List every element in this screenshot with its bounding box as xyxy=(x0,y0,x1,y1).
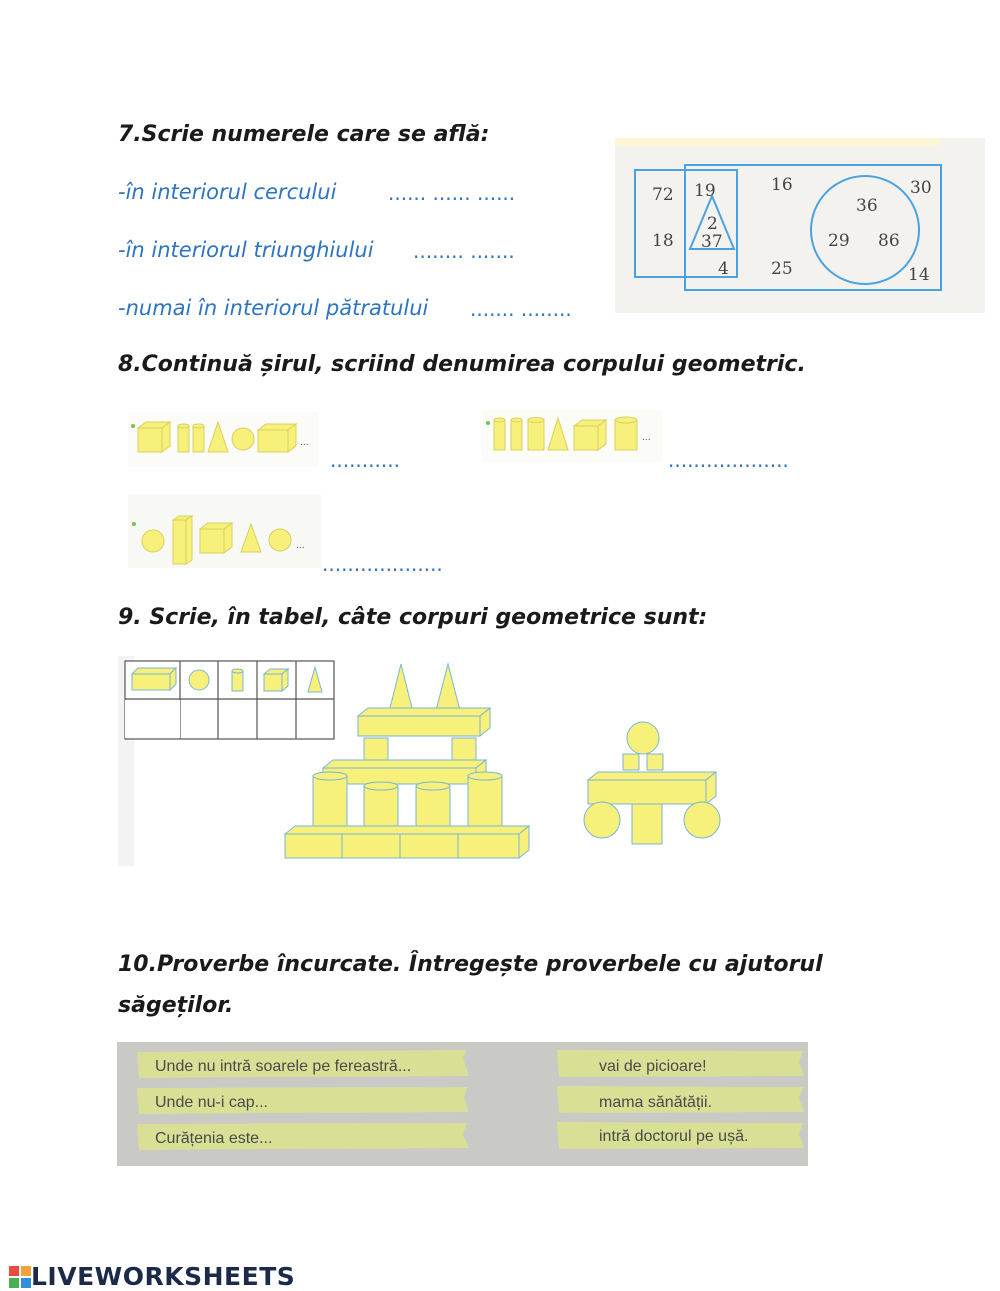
count-cell-cone[interactable] xyxy=(297,700,333,738)
num-2: 2 xyxy=(707,214,718,234)
sequence-1-ellipsis: ... xyxy=(300,438,309,448)
proverb-right-3: intră doctorul pe ușă. xyxy=(599,1128,749,1145)
ex10-title-line2: săgeților. xyxy=(118,993,234,1018)
proverb-right-2: mama sănătății. xyxy=(599,1094,712,1111)
proverb-left-3: Curățenia este... xyxy=(155,1130,273,1147)
ex8-answer-2[interactable]: ................... xyxy=(668,448,789,472)
sequence-1 xyxy=(128,412,318,467)
num-72: 72 xyxy=(652,185,674,205)
ex8-answer-3[interactable]: ................... xyxy=(322,552,443,576)
count-table xyxy=(125,661,334,739)
num-18: 18 xyxy=(652,231,674,251)
count-cell-cube[interactable] xyxy=(258,700,295,738)
num-37: 37 xyxy=(701,232,723,252)
num-30: 30 xyxy=(910,178,932,198)
ex7-answer-circle[interactable]: ...... ...... ...... xyxy=(388,181,516,205)
num-16: 16 xyxy=(771,175,793,195)
num-14: 14 xyxy=(908,265,930,285)
ex8-title: 8.Continuă șirul, scriind denumirea corpului geometric. xyxy=(118,352,806,377)
sequence-2 xyxy=(482,410,662,462)
sequence-3 xyxy=(128,494,321,568)
sequence-2-ellipsis: ... xyxy=(642,433,651,443)
num-19: 19 xyxy=(694,181,716,201)
num-25: 25 xyxy=(771,259,793,279)
ex9-title: 9. Scrie, în tabel, câte corpuri geometrice sunt: xyxy=(118,605,708,630)
proverbs-image xyxy=(117,1042,808,1166)
logo-icon xyxy=(9,1266,31,1288)
liveworksheets-logo[interactable] xyxy=(9,1262,295,1291)
count-cell-sphere[interactable] xyxy=(181,700,217,738)
ex7-line-circle: -în interiorul cercului xyxy=(118,180,337,204)
ex7-line-square: -numai în interiorul pătratului xyxy=(118,296,429,320)
ex9-figure xyxy=(118,656,730,866)
venn-diagram xyxy=(615,138,985,313)
num-29: 29 xyxy=(828,231,850,251)
logo-text: LIVEWORKSHEETS xyxy=(31,1262,296,1291)
ex7-answer-square[interactable]: ....... ........ xyxy=(470,297,572,321)
proverb-right-1: vai de picioare! xyxy=(599,1058,707,1075)
ex7-line-triangle: -în interiorul triunghiului xyxy=(118,238,374,262)
proverb-left-1: Unde nu intră soarele pe fereastră... xyxy=(155,1058,412,1075)
ex8-answer-1[interactable]: ........... xyxy=(330,448,400,472)
num-36: 36 xyxy=(856,196,878,216)
proverb-left-2: Unde nu-i cap... xyxy=(155,1094,268,1111)
count-cell-box[interactable] xyxy=(125,700,180,738)
count-cell-cylinder[interactable] xyxy=(219,700,256,738)
sequence-3-ellipsis: ... xyxy=(296,541,305,551)
num-4: 4 xyxy=(718,259,729,279)
num-86: 86 xyxy=(878,231,900,251)
ex10-title-line1: 10.Proverbe încurcate. Întregește proverbele cu ajutorul xyxy=(118,952,823,977)
ex7-title: 7.Scrie numerele care se află: xyxy=(118,122,490,147)
ex7-answer-triangle[interactable]: ........ ....... xyxy=(413,239,515,263)
